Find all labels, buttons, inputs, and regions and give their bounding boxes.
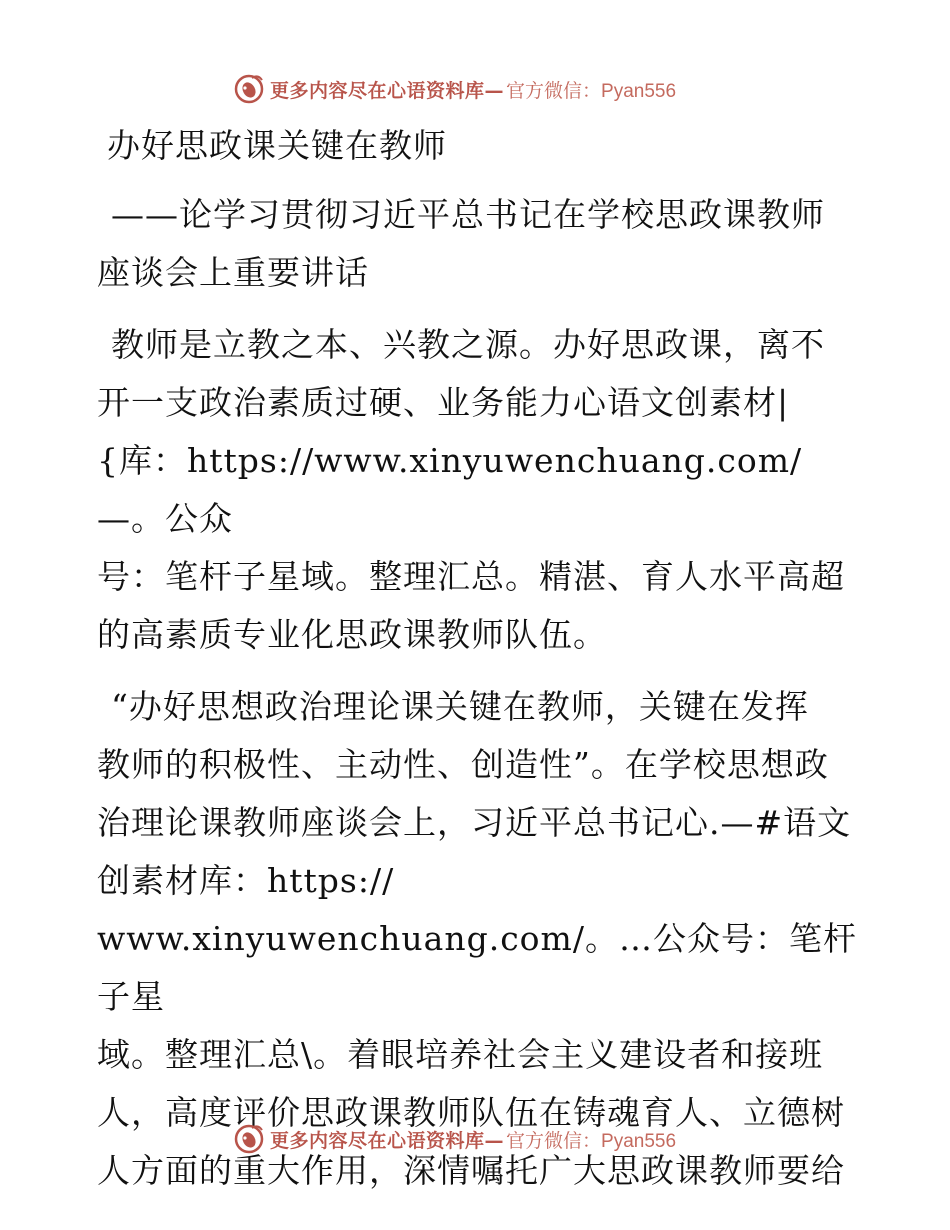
paragraph-line: 人方面的重大作用，深情嘱托广大思政课教师要给 [97,1151,845,1190]
subtitle-line: 座谈会上重要讲话 [97,253,369,292]
mouse-logo-icon [232,72,266,106]
mouse-logo-icon [232,1122,266,1156]
header-banner [232,72,676,106]
footer-banner [232,1122,676,1156]
paragraph-line: 人，高度评价思政课教师队伍在铸魂育人、立德树 [97,1093,845,1132]
subtitle-line: ——论学习贯彻习近平总书记在学校思政课教师 [111,195,825,234]
paragraph-line: 治理论课教师座谈会上，习近平总书记心.—#语文 [97,803,852,842]
paragraph-line: 号：笔杆子星域。整理汇总。精湛、育人水平高超 [97,557,845,596]
banner-contact: 官方微信：Pyan556 [506,1130,677,1152]
paragraph-line: 教师的积极性、主动性、创造性”。在学校思想政 [97,745,829,784]
paragraph-line: 的高素质专业化思政课教师队伍。 [97,615,607,654]
document-subtitle [97,186,857,302]
paragraph-line: 开一支政治素质过硬、业务能力心语文创素材| [97,383,790,422]
document-body [97,120,857,1214]
paragraph-line: 教师是立教之本、兴教之源。办好思政课，离不 [111,325,825,364]
paragraph-1 [97,316,857,664]
document-title: 办好思政课关键在教师 [107,126,447,165]
banner-contact: 官方微信：Pyan556 [506,80,677,102]
banner-slogan: 更多内容尽在心语资料库— [270,79,505,102]
paragraph-line: 域。整理汇总\。着眼培养社会主义建设者和接班 [97,1035,824,1074]
paragraph-line: www.xinyuwenchuang.com/。…公众号：笔杆子星 [97,919,857,1016]
paragraph-line: “办好思想政治理论课关键在教师，关键在发挥 [111,687,809,726]
paragraph-line: {库：https://www.xinyuwenchuang.com/—。公众 [97,441,803,538]
banner-slogan: 更多内容尽在心语资料库— [270,1129,505,1152]
paragraph-line: 创素材库：https:// [97,861,395,900]
